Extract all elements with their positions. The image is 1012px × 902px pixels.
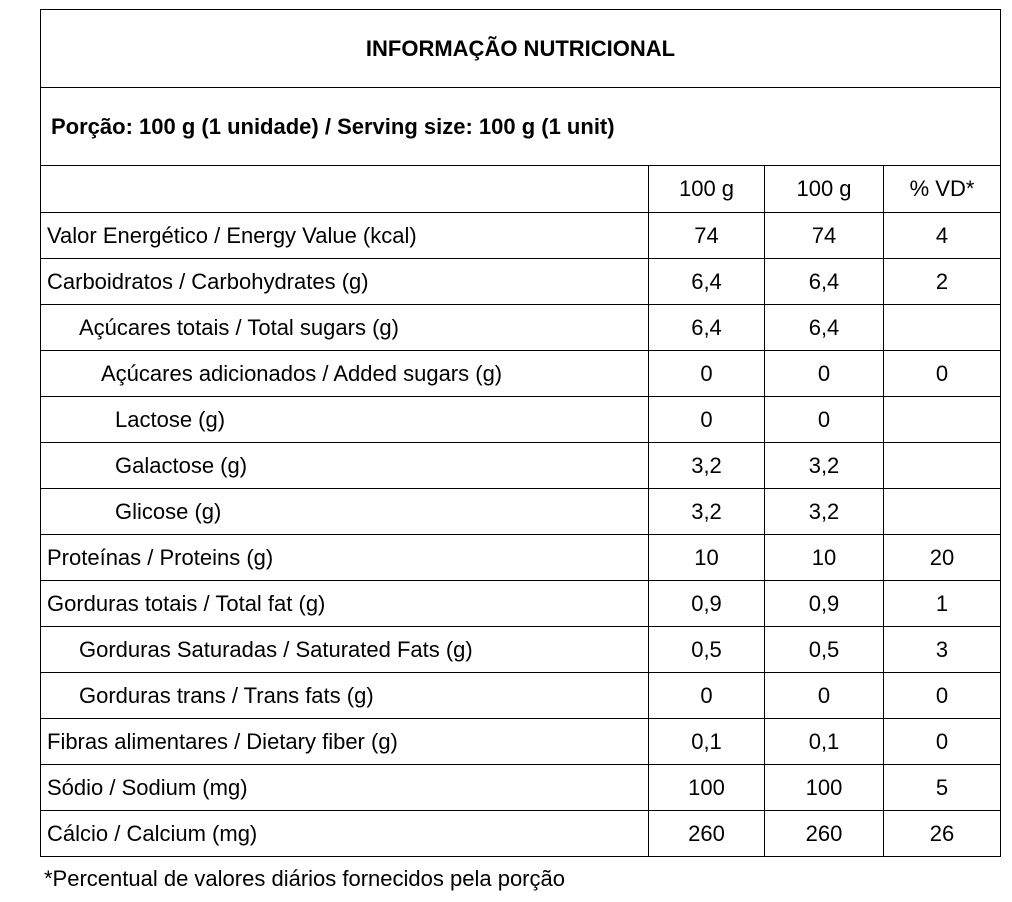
value-cell: 0,5 (649, 627, 765, 673)
value-cell: 6,4 (649, 305, 765, 351)
value-cell: 6,4 (649, 259, 765, 305)
nutrient-label: Fibras alimentares / Dietary fiber (g) (41, 719, 649, 765)
table-row (41, 627, 1001, 673)
table-row (41, 489, 1001, 535)
table-row (41, 811, 1001, 857)
value-cell: 3,2 (649, 443, 765, 489)
table-row (41, 213, 1001, 259)
nutrient-label: Gorduras Saturadas / Saturated Fats (g) (41, 627, 649, 673)
table-row (41, 535, 1001, 581)
table-title: INFORMAÇÃO NUTRICIONAL (41, 10, 1001, 88)
nutrient-label: Cálcio / Calcium (mg) (41, 811, 649, 857)
table-row (41, 397, 1001, 443)
vd-cell: 0 (884, 673, 1001, 719)
value-cell: 0 (649, 673, 765, 719)
value-cell: 6,4 (765, 259, 884, 305)
table-row (41, 351, 1001, 397)
nutrition-facts-table (40, 9, 1001, 857)
footnote: *Percentual de valores diários fornecidos pela porção (44, 866, 565, 891)
table-row (41, 673, 1001, 719)
vd-cell: 5 (884, 765, 1001, 811)
serving-size: Porção: 100 g (1 unidade) / Serving size: 100 g (1 unit) (41, 88, 1001, 166)
nutrient-label: Açúcares totais / Total sugars (g) (41, 305, 649, 351)
value-cell: 100 (649, 765, 765, 811)
value-cell: 10 (765, 535, 884, 581)
value-cell: 0 (649, 397, 765, 443)
table-row (41, 259, 1001, 305)
nutrient-label: Proteínas / Proteins (g) (41, 535, 649, 581)
nutrient-label: Galactose (g) (41, 443, 649, 489)
nutrient-label: Açúcares adicionados / Added sugars (g) (41, 351, 649, 397)
vd-cell: 2 (884, 259, 1001, 305)
vd-cell (884, 489, 1001, 535)
nutrient-label: Carboidratos / Carbohydrates (g) (41, 259, 649, 305)
nutrient-label: Gorduras totais / Total fat (g) (41, 581, 649, 627)
value-cell: 100 (765, 765, 884, 811)
table-row (41, 719, 1001, 765)
value-cell: 3,2 (765, 443, 884, 489)
value-cell: 0,1 (649, 719, 765, 765)
value-cell: 0 (765, 397, 884, 443)
vd-cell (884, 397, 1001, 443)
table-row (41, 305, 1001, 351)
value-cell: 10 (649, 535, 765, 581)
value-cell: 74 (649, 213, 765, 259)
vd-cell: 0 (884, 351, 1001, 397)
value-cell: 6,4 (765, 305, 884, 351)
serving-row (41, 88, 1001, 166)
header-row (41, 166, 1001, 213)
vd-cell: 26 (884, 811, 1001, 857)
nutrient-label: Valor Energético / Energy Value (kcal) (41, 213, 649, 259)
vd-cell: 0 (884, 719, 1001, 765)
vd-cell: 4 (884, 213, 1001, 259)
value-cell: 260 (765, 811, 884, 857)
value-cell: 3,2 (649, 489, 765, 535)
nutrient-label: Gorduras trans / Trans fats (g) (41, 673, 649, 719)
table-row (41, 443, 1001, 489)
vd-cell (884, 443, 1001, 489)
vd-cell (884, 305, 1001, 351)
nutrient-label: Lactose (g) (41, 397, 649, 443)
value-cell: 260 (649, 811, 765, 857)
value-cell: 0,5 (765, 627, 884, 673)
title-row (41, 10, 1001, 88)
value-cell: 0 (765, 351, 884, 397)
value-cell: 0,9 (649, 581, 765, 627)
table-row (41, 581, 1001, 627)
vd-cell: 3 (884, 627, 1001, 673)
column-header-100g: 100 g (649, 166, 765, 213)
nutrient-label: Sódio / Sodium (mg) (41, 765, 649, 811)
column-header-label (41, 166, 649, 213)
vd-cell: 20 (884, 535, 1001, 581)
value-cell: 0 (649, 351, 765, 397)
table-row (41, 765, 1001, 811)
value-cell: 0 (765, 673, 884, 719)
column-header-100g-2: 100 g (765, 166, 884, 213)
value-cell: 0,1 (765, 719, 884, 765)
vd-cell: 1 (884, 581, 1001, 627)
value-cell: 74 (765, 213, 884, 259)
value-cell: 3,2 (765, 489, 884, 535)
nutrient-label: Glicose (g) (41, 489, 649, 535)
column-header-vd: % VD* (884, 166, 1001, 213)
value-cell: 0,9 (765, 581, 884, 627)
